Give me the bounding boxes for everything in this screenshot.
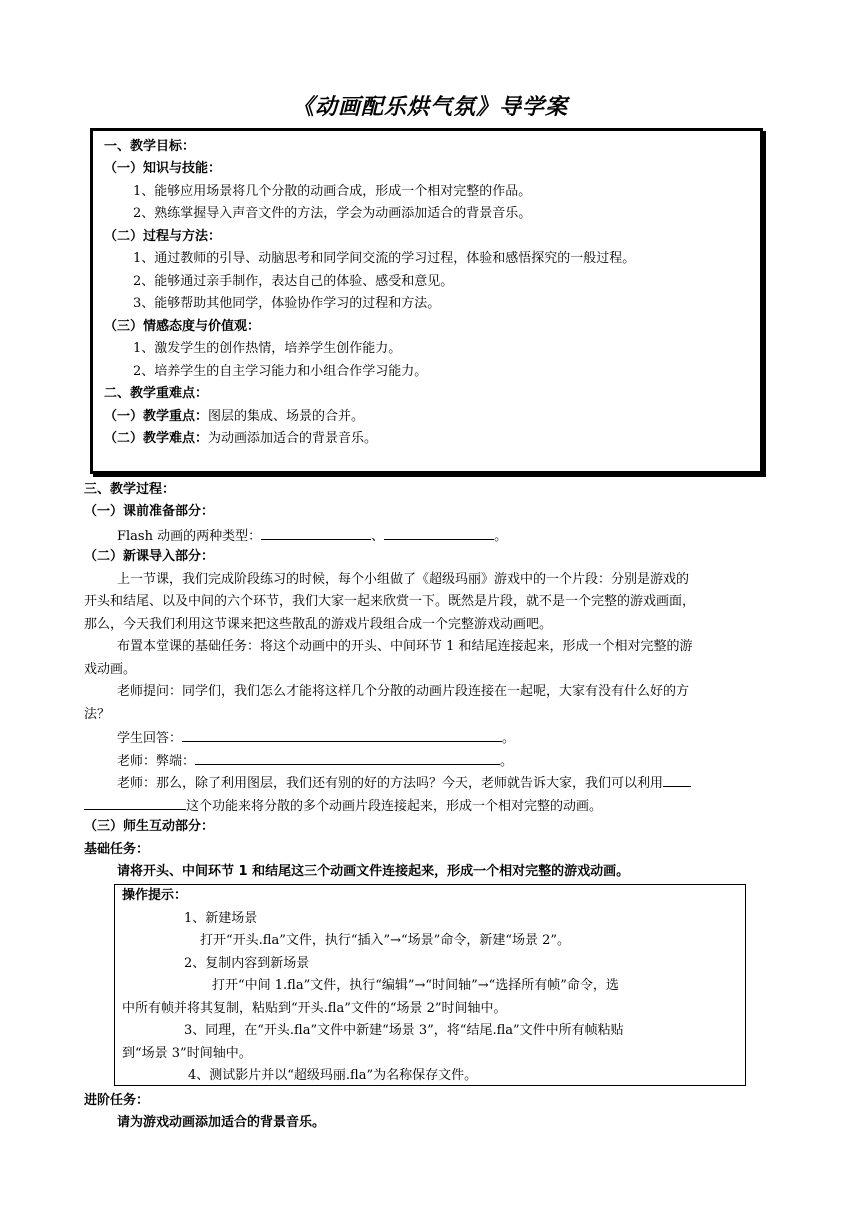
advanced-heading: 进阶任务： xyxy=(84,1093,150,1108)
prep-heading: （一）课前准备部分： xyxy=(84,504,215,519)
tip-step-3-line-1: 3、同理，在“开头.fla”文件中新建“场景 3”，将“结尾.fla”文件中所有帧粘贴 xyxy=(184,1023,624,1038)
drawback-end: 。 xyxy=(500,754,514,769)
para1-line-1: 上一节课，我们完成阶段练习的时候，每个小组做了《超级玛丽》游戏中的一个片段：分别是游戏的 xyxy=(117,572,690,587)
knowledge-item-2: 2、熟练掌握导入声音文件的方法，学会为动画添加适合的背景音乐。 xyxy=(133,206,532,221)
emotion-heading: （三）情感态度与价值观： xyxy=(104,319,261,334)
prep-end: 。 xyxy=(494,529,508,544)
prep-label: Flash 动画的两种类型： xyxy=(117,529,262,544)
prep-line xyxy=(117,527,507,545)
process-method-heading: （二）过程与方法： xyxy=(104,229,222,244)
para1-line-3: 那么，今天我们利用这节课来把这些散乱的游戏片段组合成一个完整游戏动画吧。 xyxy=(84,617,553,632)
difficulty-label: （二）教学难点： xyxy=(104,431,209,446)
para3-line-1: 老师提问：同学们，我们怎么才能将这样几个分散的动画片段连接在一起呢，大家有没有什么好的方 xyxy=(117,684,690,699)
prep-blank-1[interactable] xyxy=(261,527,371,540)
advanced-task: 请为游戏动画添加适合的背景音乐。 xyxy=(117,1115,326,1130)
emotion-item-1: 1、激发学生的创作热情，培养学生创作能力。 xyxy=(133,341,402,356)
basic-task: 请将开头、中间环节 1 和结尾这三个动画文件连接起来，形成一个相对完整的游戏动画。 xyxy=(117,864,630,879)
tip-step-2: 2、复制内容到新场景 xyxy=(184,956,310,971)
drawback-blank[interactable] xyxy=(195,752,500,765)
answer-blank[interactable] xyxy=(182,729,502,742)
para4-line-1 xyxy=(117,774,691,792)
tip-step-2-line-1: 打开“中间 1.fla”文件，执行“编辑”→“时间轴”→“选择所有帧”命令，选 xyxy=(212,978,619,993)
tip-step-1: 1、新建场景 xyxy=(184,911,258,926)
focus-text: 图层的集成、场景的合并。 xyxy=(208,409,365,424)
tip-step-4: 4、测试影片并以“超级玛丽.fla”为名称保存文件。 xyxy=(188,1068,478,1083)
para2-line-1: 布置本堂课的基础任务：将这个动画中的开头、中间环节 1 和结尾连接起来，形成一个相对完整的游 xyxy=(117,639,693,654)
intro-heading: （二）新课导入部分： xyxy=(84,549,215,564)
page-title: 《动画配乐烘气氛》导学案 xyxy=(291,95,568,120)
tip-step-3-line-2: 到“场景 3”时间轴中。 xyxy=(122,1046,252,1061)
keypoints-heading: 二、教学重难点： xyxy=(104,386,209,401)
process-item-3: 3、能够帮助其他同学，体验协作学习的过程和方法。 xyxy=(133,296,441,311)
prep-blank-2[interactable] xyxy=(384,527,494,540)
answer-end: 。 xyxy=(502,731,516,746)
tip-step-2-line-2: 中所有帧并将其复制，粘贴到“开头.fla”文件的“场景 2”时间轴中。 xyxy=(122,1001,507,1016)
emotion-item-2: 2、培养学生的自主学习能力和小组合作学习能力。 xyxy=(133,364,428,379)
para4-text-2: 这个功能来将分散的多个动画片段连接起来，形成一个相对完整的动画。 xyxy=(186,799,603,814)
para3-line-2: 法？ xyxy=(84,707,111,722)
difficulty-line xyxy=(104,431,377,447)
para4-text-1: 老师：那么，除了利用图层，我们还有别的好的方法吗？今天，老师就告诉大家，我们可以利用 xyxy=(117,776,664,791)
answer-label: 学生回答： xyxy=(117,731,183,746)
knowledge-item-1: 1、能够应用场景将几个分散的动画合成，形成一个相对完整的作品。 xyxy=(133,184,532,199)
knowledge-heading: （一）知识与技能： xyxy=(104,161,222,176)
para1-line-2: 开头和结尾、以及中间的六个环节，我们大家一起来欣赏一下。既然是片段，就不是一个完整的游戏画面， xyxy=(84,594,696,609)
drawback-line xyxy=(117,752,513,770)
process-heading: 三、教学过程： xyxy=(84,482,176,497)
tips-heading: 操作提示： xyxy=(122,888,188,903)
tip-step-1-detail: 打开“开头.fla”文件，执行“插入”→“场景”命令，新建“场景 2”。 xyxy=(200,933,571,948)
para4-blank-b[interactable] xyxy=(84,797,186,810)
prep-separator: 、 xyxy=(371,529,385,544)
para4-blank-a[interactable] xyxy=(663,774,691,787)
objectives-heading: 一、教学目标： xyxy=(104,139,196,154)
difficulty-text: 为动画添加适合的背景音乐。 xyxy=(208,431,378,446)
focus-label: （一）教学重点： xyxy=(104,409,209,424)
process-item-2: 2、能够通过亲手制作，表达自己的体验、感受和意见。 xyxy=(133,274,454,289)
answer-line xyxy=(117,729,515,747)
interact-heading: （三）师生互动部分： xyxy=(84,819,215,834)
para2-line-2: 戏动画。 xyxy=(84,662,137,677)
focus-line xyxy=(104,409,364,425)
para4-line-2 xyxy=(84,797,602,815)
process-item-1: 1、通过教师的引导、动脑思考和同学间交流的学习过程，体验和感悟探究的一般过程。 xyxy=(133,251,636,266)
drawback-label: 老师：弊端： xyxy=(117,754,196,769)
basic-heading: 基础任务： xyxy=(84,842,150,857)
